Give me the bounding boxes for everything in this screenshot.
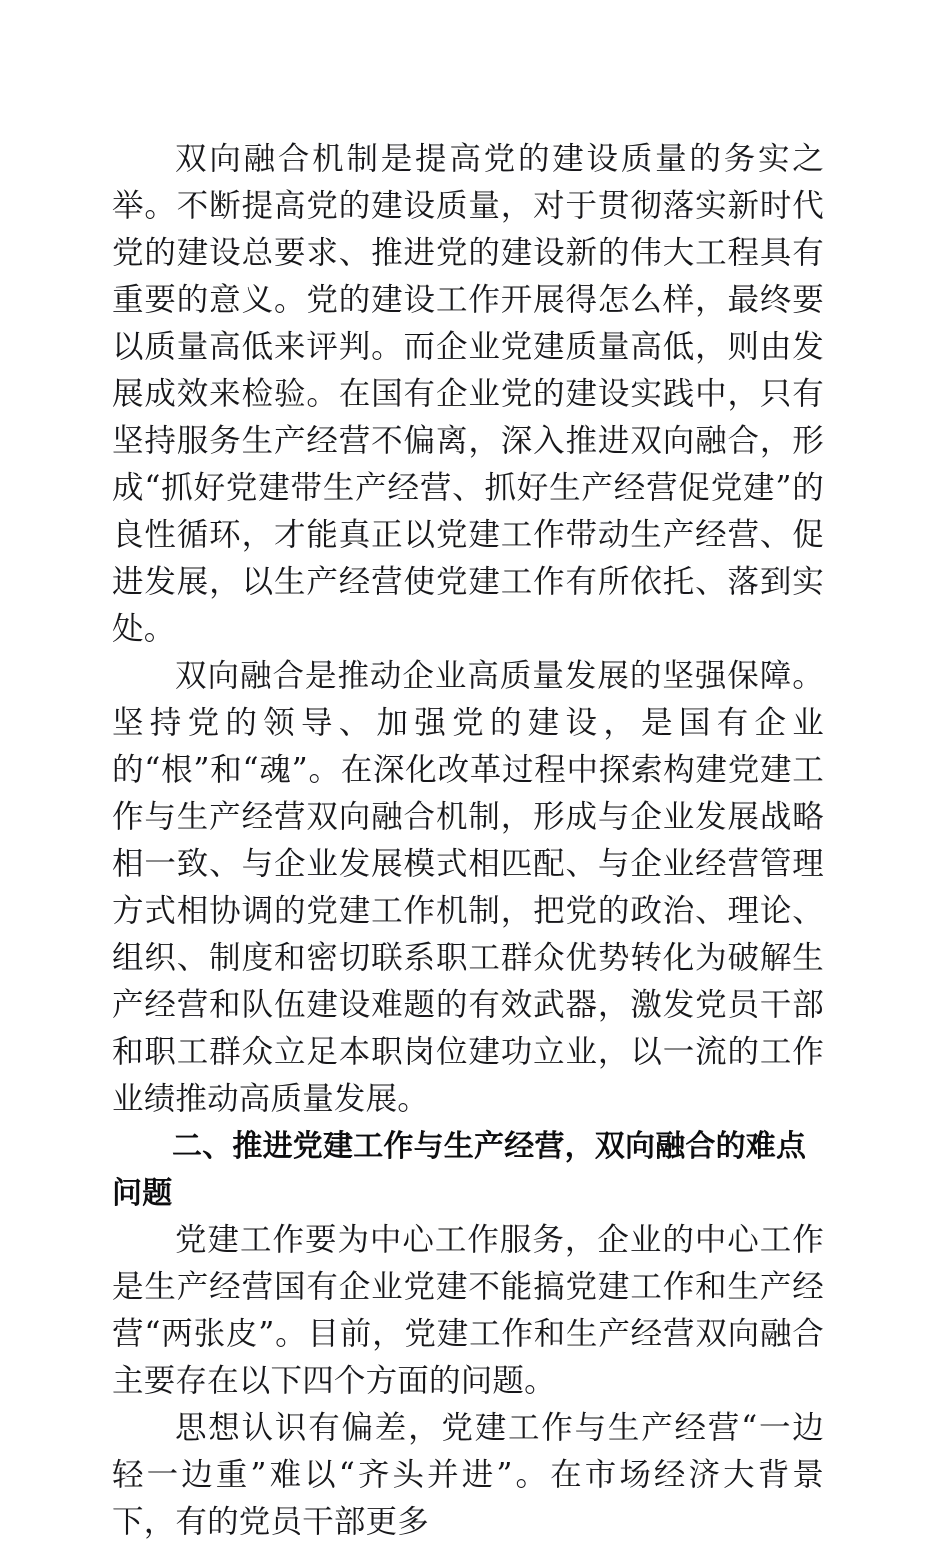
- document-body: [112, 136, 824, 1546]
- paragraph-2: 双向融合是推动企业高质量发展的坚强保障。坚持党的领导、加强党的建设，是国有企业的“根”和“魂”。在深化改革过程中探索构建党建工作与生产经营双向融合机制，形成与企业发展战略相一致、与企业发展模式相匹配、与企业经营管理方式相协调的党建工作机制，把党的政治、理论、组织、制度和密切联系职工群众优势转化为破解生产经营和队伍建设难题的有效武器，激发党员干部和职工群众立足本职岗位建功立业，以一流的工作业绩推动高质量发展。: [112, 658, 824, 1117]
- paragraph-1: 双向融合机制是提高党的建设质量的务实之举。不断提高党的建设质量，对于贯彻落实新时代党的建设总要求、推进党的建设新的伟大工程具有重要的意义。党的建设工作开展得怎么样，最终要以质量高低来评判。而企业党建质量高低，则由发展成效来检验。在国有企业党的建设实践中，只有坚持服务生产经营不偏离，深入推进双向融合，形成“抓好党建带生产经营、抓好生产经营促党建”的良性循环，才能真正以党建工作带动生产经营、促进发展，以生产经营使党建工作有所依托、落到实处。: [112, 141, 824, 647]
- paragraph-4: 思想认识有偏差，党建工作与生产经营“一边轻一边重”难以“齐头并进”。在市场经济大背景下，有的党员干部更多: [112, 1410, 824, 1540]
- paragraph-3: 党建工作要为中心工作服务，企业的中心工作是生产经营国有企业党建不能搞党建工作和生产经营“两张皮”。目前，党建工作和生产经营双向融合主要存在以下四个方面的问题。: [112, 1222, 824, 1399]
- section-heading-2: 二、推进党建工作与生产经营，双向融合的难点问题: [112, 1130, 807, 1210]
